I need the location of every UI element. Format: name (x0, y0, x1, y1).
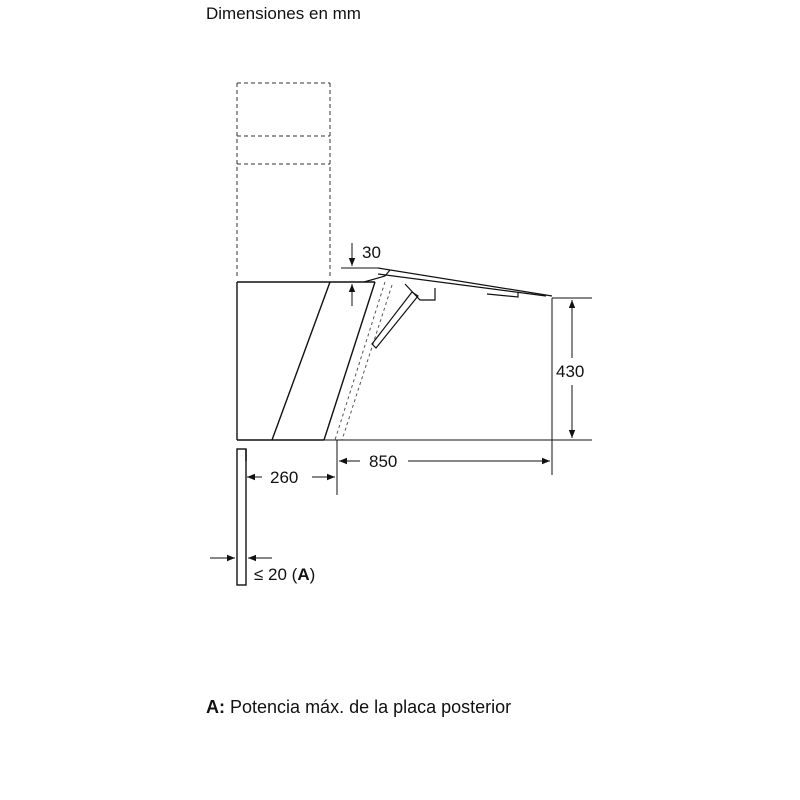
label-gap-top: 30 (362, 243, 381, 262)
label-height: 430 (556, 362, 585, 381)
glass-panel-open (364, 268, 552, 348)
chimney-outline (237, 83, 330, 279)
hood-body (237, 282, 375, 440)
diagram-title: Dimensiones en mm (206, 4, 361, 23)
label-offset: 260 (270, 468, 299, 487)
back-wall-panel (237, 449, 246, 585)
label-wall-thickness: ≤ 20 (A) (254, 565, 316, 584)
label-depth: 850 (369, 452, 398, 471)
legend-text: Potencia máx. de la placa posterior (230, 697, 512, 717)
hood-panel-swing (335, 282, 392, 440)
legend-note (206, 697, 511, 718)
legend-key: A: (206, 697, 225, 717)
